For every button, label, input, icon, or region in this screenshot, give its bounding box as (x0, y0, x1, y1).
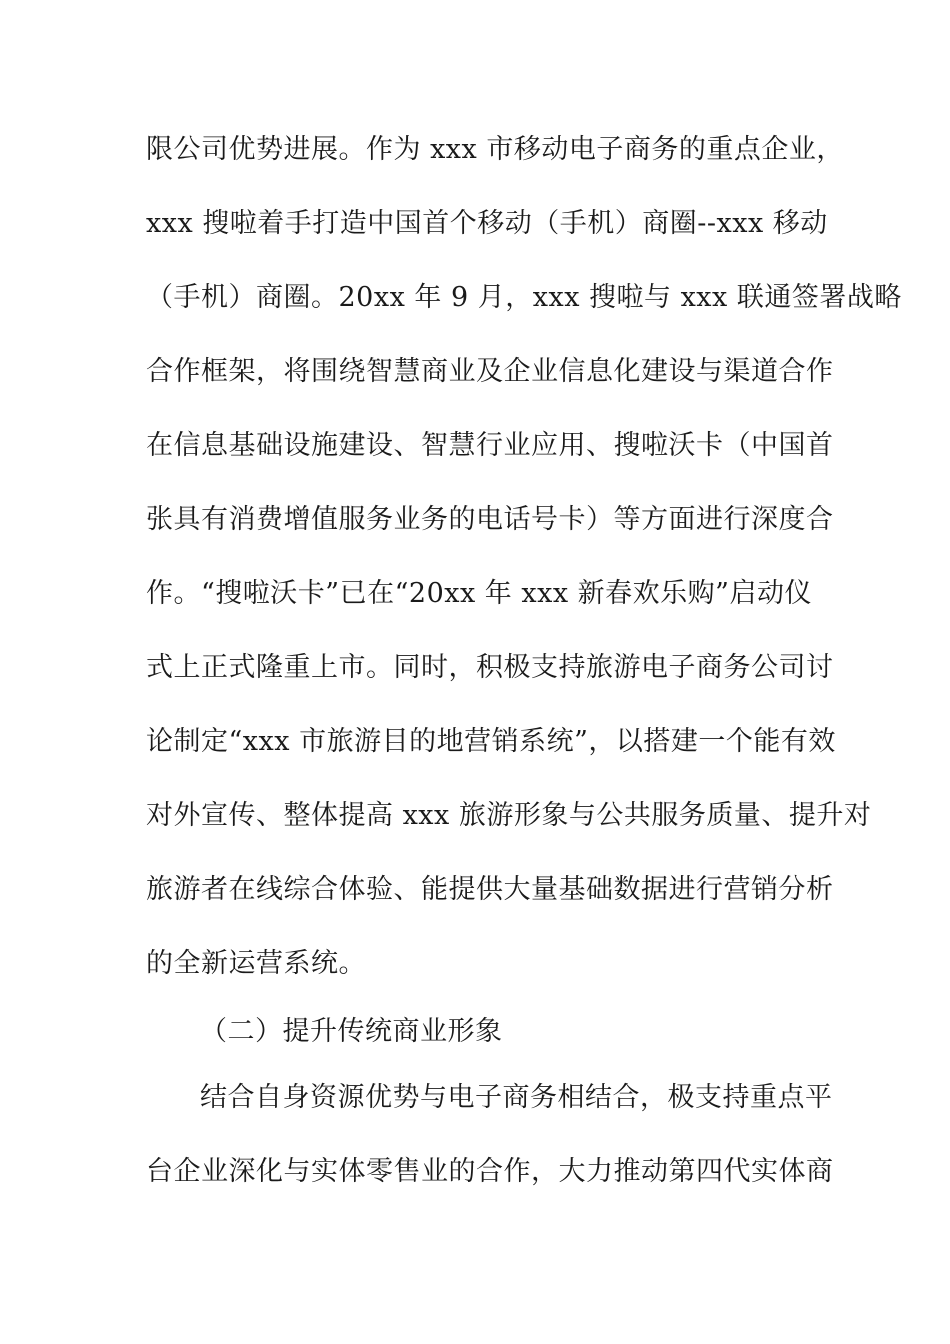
body-text-line: xxx 搜啦着手打造中国首个移动（手机）商圈--xxx 移动 (146, 208, 828, 239)
body-text-line: 旅游者在线综合体验、能提供大量基础数据进行营销分析 (146, 874, 834, 905)
body-text-line: 限公司优势进展。作为 xxx 市移动电子商务的重点企业， (146, 134, 844, 165)
body-text-line: 论制定“xxx 市旅游目的地营销系统”，以搭建一个能有效 (146, 726, 836, 757)
body-text-line: 合作框架，将围绕智慧商业及企业信息化建设与渠道合作 (146, 356, 834, 387)
body-text-line: 对外宣传、整体提高 xxx 旅游形象与公共服务质量、提升对 (146, 800, 872, 831)
body-text-line: 张具有消费增值服务业务的电话号卡）等方面进行深度合 (146, 504, 834, 535)
body-text-line: 作。“搜啦沃卡”已在“20xx 年 xxx 新春欢乐购”启动仪 (146, 578, 812, 609)
body-text-line: 式上正式隆重上市。同时，积极支持旅游电子商务公司讨 (146, 652, 834, 683)
body-text-line: 的全新运营系统。 (146, 948, 366, 979)
section-heading: （二）提升传统商业形象 (200, 1016, 503, 1047)
paragraph-first-line: 结合自身资源优势与电子商务相结合，极支持重点平 (200, 1082, 833, 1113)
body-text-line: 台企业深化与实体零售业的合作，大力推动第四代实体商 (146, 1156, 834, 1187)
body-text-line: 在信息基础设施建设、智慧行业应用、搜啦沃卡（中国首 (146, 430, 834, 461)
body-text-line: （手机）商圈。20xx 年 9 月，xxx 搜啦与 xxx 联通签署战略 (146, 282, 902, 313)
